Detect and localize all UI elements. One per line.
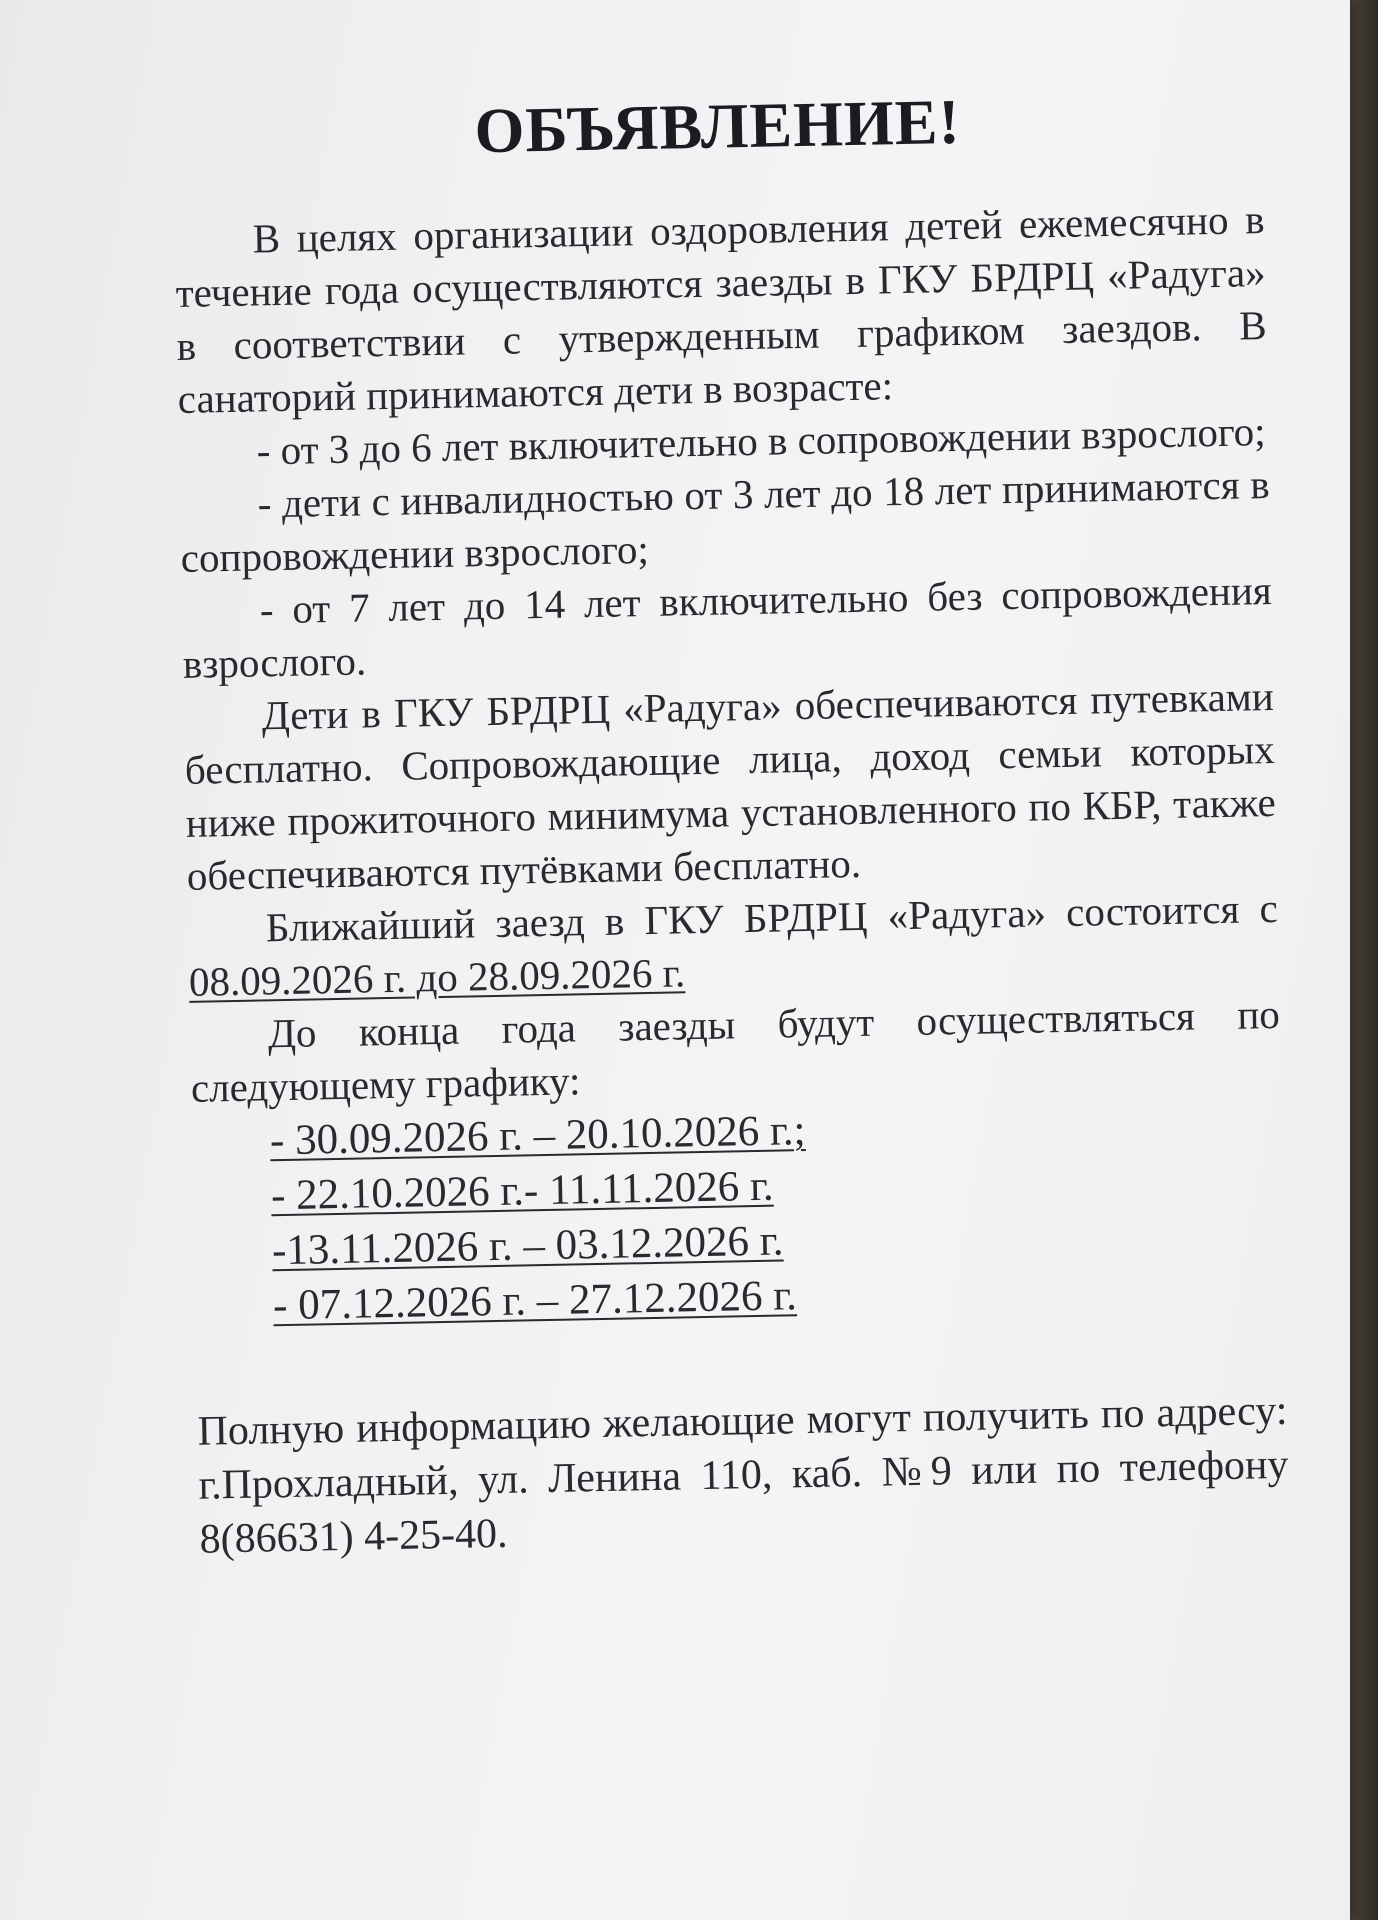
schedule-item: - 22.10.2026 г.- 11.11.2026 г. xyxy=(270,1162,774,1220)
schedule-intro: До конца года заезды будут осуществляться по следующему графику: xyxy=(190,990,1281,1111)
contact-info: Полную информацию желающие могут получить по адресу: г.Прохладный, ул. Ленина 110, каб. №9 или по телефону 8(86631) 4-25-40. xyxy=(197,1387,1289,1563)
announcement-title: ОБЪЯВЛЕНИЕ! xyxy=(473,85,962,167)
nearest-arrival-dates: 08.09.2026 г. до 28.09.2026 г. xyxy=(188,949,686,1005)
schedule-list xyxy=(269,1094,1285,1333)
nearest-arrival-text: Ближайший заезд в ГКУ БРДРЦ «Радуга» состоится с xyxy=(265,884,1279,951)
schedule-item: - 30.09.2026 г. – 20.10.2026 г.; xyxy=(269,1107,806,1165)
age-item-2: - дети с инвалидностью от 3 лет до 18 лет принимаются в сопровождении взрослого; xyxy=(180,461,1271,581)
schedule-item: - 07.12.2026 г. – 27.12.2026 г. xyxy=(272,1272,798,1330)
schedule-item: -13.11.2026 г. – 03.12.2026 г. xyxy=(271,1217,784,1275)
age-item-1: - от 3 до 6 лет включительно в сопровождении взрослого; xyxy=(256,408,1266,474)
free-vouchers-paragraph: Дети в ГКУ БРДРЦ «Радуга» обеспечиваются путевками бесплатно. Сопровождающие лица, доход семьи которых ниже прожиточного минимума установленного по КБР, также обеспечиваются путёвками бесплатно. xyxy=(184,672,1277,899)
nearest-arrival-paragraph xyxy=(187,882,1279,1009)
announcement-content xyxy=(172,79,1290,1567)
age-item-3: - от 7 лет до 14 лет включительно без сопровождения взрослого. xyxy=(182,566,1273,687)
intro-paragraph: В целях организации оздоровления детей ежемесячно в течение года осуществляются заезды в ГКУ БРДРЦ «Радуга» в соответствии с утвержденным графиком заездов. В санаторий принимаются дети в возрасте: xyxy=(175,196,1267,422)
